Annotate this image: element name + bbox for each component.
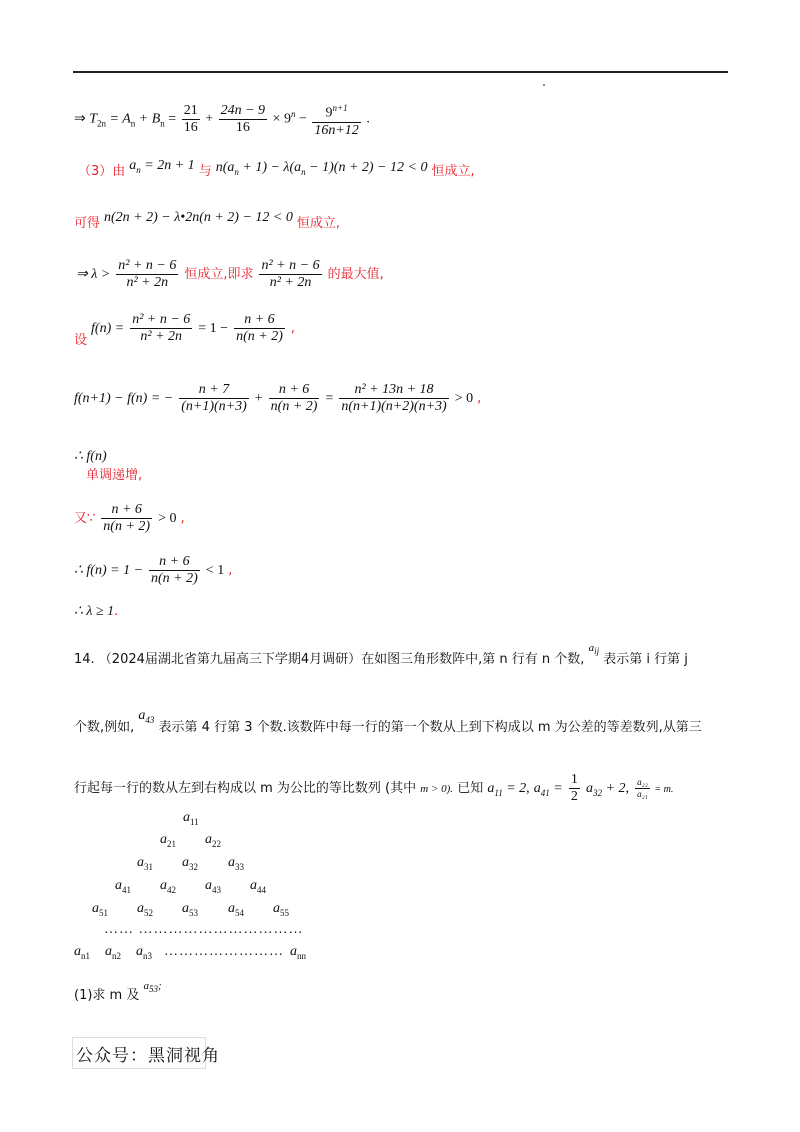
part5-line (76, 258, 384, 291)
frac-d1 (179, 382, 249, 415)
a43-sub: 43 (145, 714, 155, 725)
semicolon: ; (157, 980, 162, 992)
frac-den: n(n + 2) (236, 329, 283, 344)
tri-cell: $a_{n2}$ (105, 944, 121, 961)
tri-cell: $a_{21}$ (160, 832, 176, 849)
part9-line (74, 502, 185, 535)
part4-line (74, 212, 340, 232)
part11-line (74, 602, 118, 620)
frac-den: n² + 2n (126, 275, 169, 290)
fn-lhs: f(n) = (91, 321, 125, 337)
aij-sub: ij (594, 646, 600, 657)
a43-var: a (138, 708, 146, 723)
a-var: = A (106, 111, 131, 127)
part3-label: （3）由 (78, 164, 126, 179)
eq-one-minus: = 1 − (198, 321, 229, 337)
frac-24n (219, 103, 267, 136)
q14-line3 (74, 772, 673, 805)
frac-num: 24n − 9 (220, 102, 266, 118)
m-positive: m > 0). (420, 783, 454, 795)
a11-rest: = 2 (502, 781, 527, 796)
eq: = (325, 391, 334, 407)
comma: , (180, 511, 185, 527)
frac-den: n(n + 2) (270, 399, 318, 414)
tri-dots-last: …………………… (164, 944, 284, 959)
frac-d2 (269, 382, 320, 415)
frac-num: 21 (183, 102, 198, 118)
q14-text1-end: 表示第 i 行第 j (603, 652, 688, 667)
tri-cell: $a_{11}$ (183, 810, 199, 827)
frac-num: n² + n − 6 (261, 258, 320, 273)
comma: , (625, 781, 629, 796)
a32-rest: + 2 (602, 781, 626, 796)
increasing-text: 单调递增, (86, 468, 143, 483)
max-text: 的最大值, (327, 267, 384, 283)
obtain-label: 可得 (74, 216, 101, 231)
a-sub: n (130, 118, 136, 129)
tri-cell: $a_{53}$ (182, 901, 198, 918)
a11-sub: 11 (494, 787, 503, 798)
times-9: × 9 (272, 111, 291, 127)
q14-text2a: 个数,例如, (74, 720, 135, 735)
q1-text: (1)求 m 及 (74, 988, 140, 1003)
tri-cell: $a_{55}$ (273, 901, 289, 918)
b-sub: n (160, 118, 165, 129)
hold-text: 恒成立, (296, 216, 341, 231)
hold-text: 恒成立,即求 (184, 267, 254, 283)
frac-den: 16 (235, 119, 250, 135)
gt-zero: > 0 (158, 511, 177, 527)
plus: + (254, 391, 263, 407)
tri-cell: $a_{51}$ (92, 901, 108, 918)
frac-den: 16n+12 (314, 122, 359, 138)
tri-cell: $a_{41}$ (115, 878, 131, 895)
tri-cell: $a_{n1}$ (74, 944, 90, 961)
tri-cell: $a_{44}$ (250, 878, 266, 895)
frac-num: n + 6 (269, 382, 320, 399)
tri-cell: $a_{43}$ (205, 878, 221, 895)
an-sub: n (136, 164, 141, 175)
frac-num: n² + 13n + 18 (339, 382, 448, 399)
tri-cell: $a_{52}$ (137, 901, 153, 918)
frac-num: 9 (325, 105, 333, 121)
tri-dots-row: …… …………………………… (104, 922, 304, 937)
tri-cell: $a_{22}$ (205, 832, 221, 849)
frac-den: n(n + 2) (151, 571, 198, 586)
t-sub: 2n (97, 118, 107, 129)
frac-num: n + 6 (101, 502, 152, 519)
a41-var: a (533, 781, 541, 796)
frac-num: n² + n − 6 (118, 258, 177, 273)
also-label: 又∵ (74, 511, 96, 527)
period: . (114, 604, 119, 619)
ratio-eq: = m. (651, 784, 674, 795)
eq: = (549, 781, 563, 796)
frac-lambda (116, 258, 178, 291)
a32-var: a (586, 781, 594, 796)
frac-den: 2 (570, 789, 578, 804)
t-var: T (89, 111, 98, 127)
frac-num: 1 (570, 772, 578, 787)
frac-num: n² + n − 6 (132, 312, 191, 327)
comma: , (228, 563, 233, 579)
a53-sub: 53 (148, 984, 158, 995)
formula-t2n: ⇒ $T_{2n} = A_n + B_n$ = $\frac{21}{16}$ + $\frac{24n - 9}{16}$ × $9^n$ − $\frac{9^{n+1}}{16n+12}$ . (74, 100, 370, 139)
ineq-part1: n(a (215, 160, 235, 175)
comma: , (526, 781, 530, 796)
period: . (366, 111, 370, 127)
frac-max (259, 258, 321, 291)
part7-line (74, 382, 481, 415)
frac-p10 (149, 554, 200, 587)
comma: , (477, 391, 482, 407)
tri-cell: $a_{32}$ (182, 855, 198, 872)
frac-fn2 (234, 312, 285, 345)
header-dot (543, 84, 545, 86)
lt-one: < 1 (205, 563, 225, 579)
frac-den: 16 (183, 119, 198, 135)
part3-line (78, 160, 475, 181)
therefore-fn-lt: ∴ f(n) = 1 − (74, 563, 144, 579)
frac-den: n(n+1)(n+2)(n+3) (341, 399, 447, 414)
tri-cell: $a_{nn}$ (290, 944, 306, 961)
frac-den: n² + 2n (140, 329, 183, 344)
header-rule (73, 71, 728, 73)
aij-var: a (588, 642, 595, 654)
a53-var: a (143, 980, 149, 992)
tri-cell: $a_{n3}$ (136, 944, 152, 961)
frac-9n (312, 100, 360, 139)
frac-p9 (101, 502, 152, 535)
tri-cell: $a_{33}$ (228, 855, 244, 872)
implies-symbol: ⇒ (74, 111, 86, 127)
sub-n: n (301, 166, 306, 177)
sub-n: n (234, 166, 239, 177)
sup-n: n (290, 108, 296, 119)
tri-cell: $a_{42}$ (160, 878, 176, 895)
an-var: a (129, 158, 137, 173)
part6-line (74, 312, 295, 349)
q14-known: 已知 (457, 781, 484, 796)
let-label: 设 (74, 333, 88, 349)
sup: n+1 (332, 103, 348, 113)
q14-text3a: 行起每一行的数从左到右构成以 m 为公比的等比数列 (其中 (74, 781, 417, 796)
frac-num: n + 6 (234, 312, 285, 329)
wechat-footer: 公众号：黑洞视角 (76, 1046, 220, 1066)
frac-half (569, 772, 580, 805)
diff-lhs: f(n+1) − f(n) = − (74, 391, 174, 407)
minus: − (298, 111, 307, 127)
eq: = (164, 111, 177, 127)
therefore-fn: ∴ f(n) (74, 449, 107, 464)
tri-cell: $a_{54}$ (228, 901, 244, 918)
frac-fn (130, 312, 192, 345)
hold-text: 恒成立, (431, 164, 475, 179)
lambda-gt: ⇒ λ > (76, 267, 111, 283)
ineq-part3: − 1)(n + 2) − 12 < 0 (305, 160, 428, 175)
an-rest: = 2n + 1 (140, 158, 195, 173)
ineq-expr: n(2n + 2) − λ•2n(n + 2) − 12 < 0 (104, 210, 293, 225)
q14-line2 (74, 708, 702, 737)
frac-den: n(n + 2) (103, 519, 151, 534)
a32-sub: 32 (593, 787, 603, 798)
comma: , (290, 321, 295, 337)
frac-den: (n+1)(n+3) (181, 399, 247, 414)
frac-den: a₂₁ (637, 789, 648, 799)
b-var: + B (135, 111, 161, 127)
a41-sub: 41 (540, 787, 550, 798)
frac-21-16 (182, 103, 200, 136)
frac-d3 (339, 382, 448, 415)
frac-ratio (635, 777, 650, 800)
frac-num: n + 6 (149, 554, 200, 571)
frac-num: n + 7 (179, 382, 249, 399)
a11-var: a (487, 781, 495, 796)
frac-den: n² + 2n (269, 275, 312, 290)
q14-text1: 14. （2024届湖北省第九届高三下学期4月调研）在如图三角形数阵中,第 n 行有 n 个数, (74, 652, 585, 667)
frac-num: a₂₂ (637, 777, 648, 787)
with-text: 与 (198, 164, 212, 179)
q14-text2b: 表示第 4 行第 3 个数.该数阵中每一行的第一个数从上到下构成以 m 为公差的等差数列,从第三 (158, 720, 702, 735)
q1-line (74, 980, 162, 1004)
gt-zero: > 0 (454, 391, 474, 407)
q14-line1 (74, 642, 688, 668)
lambda-ge-one: ∴ λ ≥ 1 (74, 604, 115, 619)
ineq-part2: + 1) − λ(a (238, 160, 302, 175)
part10-line (74, 554, 232, 587)
tri-cell: $a_{31}$ (137, 855, 153, 872)
